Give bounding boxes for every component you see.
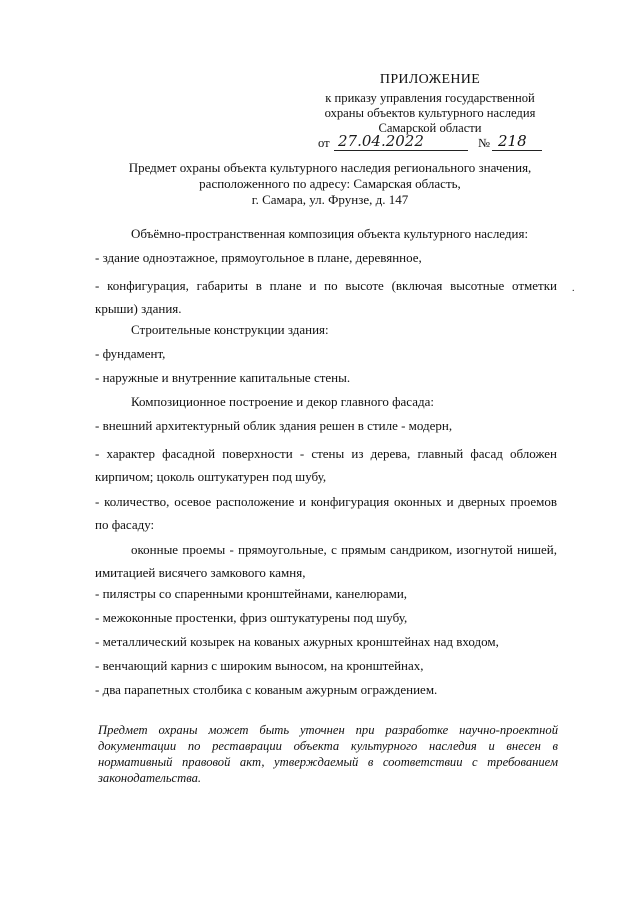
section-2-item-1: - фундамент, — [95, 346, 166, 361]
order-date-row — [318, 134, 548, 152]
section-2-heading: Строительные конструкции здания: — [131, 322, 329, 337]
number-prefix: № — [478, 136, 491, 150]
order-date: 27.04.2022 — [334, 132, 468, 151]
section-3-item-4: оконные проемы - прямоугольные, с прямым сандриком, изогнутой нишей, имитацией висячего замкового камня, — [95, 542, 557, 580]
section-3-item-6: - межоконные простенки, фриз оштукатурены под шубу, — [95, 610, 408, 625]
date-prefix: от — [318, 136, 330, 150]
section-1-heading: Объёмно-пространственная композиция объекта культурного наследия: — [131, 226, 529, 241]
footnote: Предмет охраны может быть уточнен при разработке научно-проектной документации по реставрации объекта культурного наследия и внесен в нормативный правовой акт, утверждаемый в соответствии с требованием законодательства. — [98, 723, 558, 785]
appendix-line-3: Самарской области — [378, 121, 482, 135]
section-3-item-1: - внешний архитектурный облик здания решен в стиле - модерн, — [95, 418, 453, 433]
section-2-item-2: - наружные и внутренние капитальные стены. — [95, 370, 351, 385]
order-number: 218 — [492, 132, 542, 151]
section-3-item-8: - венчающий карниз с широким выносом, на кронштейнах, — [95, 658, 424, 673]
section-3-heading: Композиционное построение и декор главного фасада: — [131, 394, 434, 409]
appendix-line-1: к приказу управления государственной — [325, 91, 535, 105]
appendix-line-2: охраны объектов культурного наследия — [324, 106, 536, 120]
stray-mark: . — [572, 283, 575, 294]
document-title — [100, 160, 560, 208]
section-3-item-2: - характер фасадной поверхности - стены из дерева, главный фасад обложен кирпичом; цоколь оштукатурен под шубу, — [95, 446, 557, 484]
section-3-item-5: - пилястры со спаренными кронштейнами, канелюрами, — [95, 586, 408, 601]
title-line-3: г. Самара, ул. Фрунзе, д. 147 — [251, 192, 409, 207]
section-3-item-7: - металлический козырек на кованых ажурных кронштейнах над входом, — [95, 634, 499, 649]
section-1-item-2: - конфигурация, габариты в плане и по высоте (включая высотные отметки крыши) здания. — [95, 278, 557, 316]
appendix-title: ПРИЛОЖЕНИЕ — [379, 72, 481, 87]
title-line-1: Предмет охраны объекта культурного наследия регионального значения, — [128, 160, 532, 175]
title-line-2: расположенного по адресу: Самарская область, — [199, 176, 461, 191]
section-3-item-9: - два парапетных столбика с кованым ажурным ограждением. — [95, 682, 438, 697]
section-3-item-3: - количество, осевое расположение и конфигурация оконных и дверных проемов по фасаду: — [95, 494, 557, 532]
section-1-item-1: - здание одноэтажное, прямоугольное в плане, деревянное, — [95, 250, 422, 265]
